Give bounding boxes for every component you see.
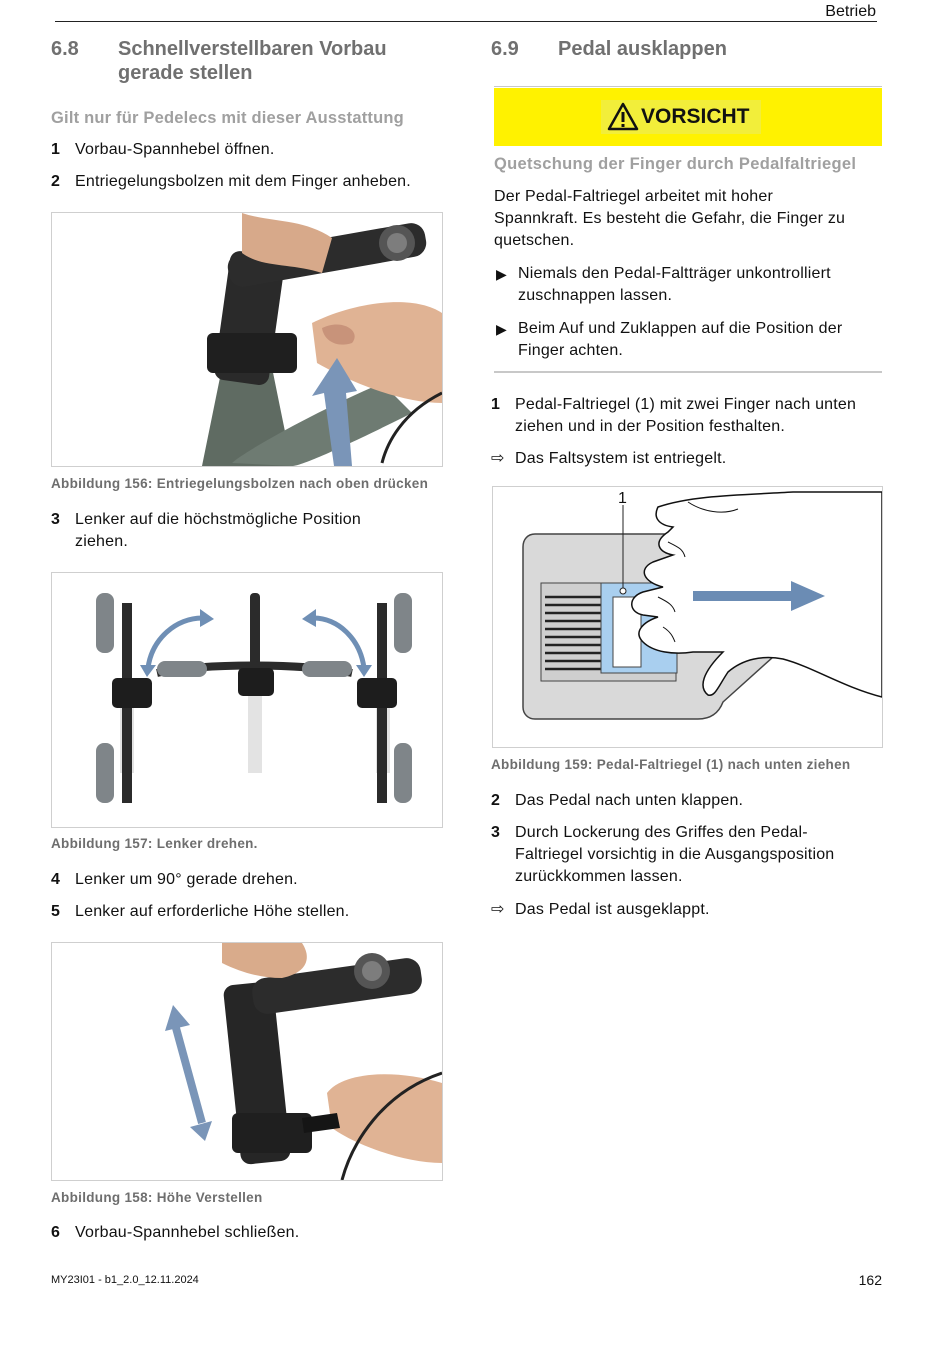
play-triangle-icon: ▶ bbox=[496, 266, 507, 282]
step-2 bbox=[51, 171, 451, 193]
pedal-latch-illustration bbox=[493, 487, 882, 747]
step-text: Vorbau-Spannhebel schließen. bbox=[75, 1224, 300, 1241]
warning-triangle-icon bbox=[607, 102, 639, 131]
figure-156-caption: Abbildung 156: Entriegelungsbolzen nach oben drücken bbox=[51, 476, 429, 491]
section-title-line2: gerade stellen bbox=[118, 62, 253, 84]
section-number-2: 6.9 bbox=[491, 38, 519, 60]
step-5 bbox=[51, 901, 451, 923]
hazard-title: Quetschung der Finger durch Pedalfaltriegel bbox=[494, 155, 857, 173]
step-text-line1: Durch Lockerung des Griffes den Pedal- bbox=[515, 824, 808, 841]
result-arrow-icon: ⇨ bbox=[491, 450, 505, 467]
step-number: 3 bbox=[491, 824, 501, 841]
figure-156-image bbox=[51, 212, 443, 467]
step-r3 bbox=[491, 822, 883, 888]
section-title-2: Pedal ausklappen bbox=[558, 38, 727, 60]
hazard-description-line: Spannkraft. Es besteht die Gefahr, die Finger zu bbox=[494, 210, 846, 227]
step-number: 3 bbox=[51, 511, 61, 528]
bullet-text-line: Beim Auf und Zuklappen auf die Position der bbox=[518, 320, 843, 337]
step-number: 2 bbox=[51, 173, 61, 190]
footer-doc-id: MY23I01 - b1_2.0_12.11.2024 bbox=[51, 1274, 199, 1286]
step-number: 4 bbox=[51, 871, 61, 888]
step-number: 2 bbox=[491, 792, 501, 809]
safety-bullet-2 bbox=[496, 318, 884, 362]
step-text: Das Pedal nach unten klappen. bbox=[515, 792, 744, 809]
step-text-line2: Faltriegel vorsichtig in die Ausgangsposition bbox=[515, 846, 835, 863]
step-text: Lenker um 90° gerade drehen. bbox=[75, 871, 298, 888]
header-rule bbox=[55, 21, 877, 22]
step-number: 1 bbox=[51, 141, 61, 158]
bullet-text-line: Finger achten. bbox=[518, 342, 624, 359]
step-r1 bbox=[491, 394, 883, 438]
figure-157-image bbox=[51, 572, 443, 828]
warning-band bbox=[494, 88, 882, 146]
section-title-line1: Schnellverstellbaren Vorbau bbox=[118, 38, 387, 60]
result-text: Das Pedal ist ausgeklappt. bbox=[515, 901, 710, 918]
handlebar-rotate-illustration bbox=[52, 573, 442, 827]
result-arrow-icon: ⇨ bbox=[491, 901, 505, 918]
warning-bottom-rule bbox=[494, 371, 882, 373]
result-2 bbox=[491, 899, 883, 921]
bullet-text-line: Niemals den Pedal-Faltträger unkontrolliert bbox=[518, 265, 831, 282]
step-text-line1: Pedal-Faltriegel (1) mit zwei Finger nach unten bbox=[515, 396, 857, 413]
step-text: Entriegelungsbolzen mit dem Finger anheben. bbox=[75, 173, 411, 190]
stem-release-illustration bbox=[52, 213, 442, 466]
hazard-description-line: Der Pedal-Faltriegel arbeitet mit hoher bbox=[494, 188, 774, 205]
step-3 bbox=[51, 509, 451, 553]
figure-159-caption: Abbildung 159: Pedal-Faltriegel (1) nach unten ziehen bbox=[491, 757, 851, 772]
page-number: 162 bbox=[858, 1272, 882, 1288]
play-triangle-icon: ▶ bbox=[496, 321, 507, 337]
step-number: 5 bbox=[51, 903, 61, 920]
hazard-description bbox=[494, 186, 884, 252]
step-text: Lenker auf erforderliche Höhe stellen. bbox=[75, 903, 350, 920]
header-section-title: Betrieb bbox=[825, 3, 876, 20]
bullet-text-line: zuschnappen lassen. bbox=[518, 287, 673, 304]
step-r2 bbox=[491, 790, 883, 812]
figure-157-caption: Abbildung 157: Lenker drehen. bbox=[51, 836, 258, 851]
height-adjust-illustration bbox=[52, 943, 442, 1180]
safety-bullet-1 bbox=[496, 263, 884, 307]
result-text: Das Faltsystem ist entriegelt. bbox=[515, 450, 727, 467]
figure-158-caption: Abbildung 158: Höhe Verstellen bbox=[51, 1190, 263, 1205]
step-text-line3: zurückkommen lassen. bbox=[515, 868, 683, 885]
warning-top-rule bbox=[494, 86, 882, 87]
warning-label: VORSICHT bbox=[641, 105, 750, 128]
applicability-note: Gilt nur für Pedelecs mit dieser Ausstattung bbox=[51, 109, 404, 127]
result-1 bbox=[491, 448, 883, 470]
step-number: 1 bbox=[491, 396, 501, 413]
step-text-line2: ziehen. bbox=[75, 533, 128, 550]
step-6 bbox=[51, 1222, 451, 1244]
callout-label-1: 1 bbox=[618, 490, 627, 507]
step-text: Vorbau-Spannhebel öffnen. bbox=[75, 141, 275, 158]
step-text-line2: ziehen und in der Position festhalten. bbox=[515, 418, 785, 435]
step-1 bbox=[51, 139, 451, 161]
step-4 bbox=[51, 869, 451, 891]
figure-158-image bbox=[51, 942, 443, 1181]
step-number: 6 bbox=[51, 1224, 61, 1241]
hazard-description-line: quetschen. bbox=[494, 232, 575, 249]
figure-159-image bbox=[492, 486, 883, 748]
step-text-line1: Lenker auf die höchstmögliche Position bbox=[75, 511, 361, 528]
warning-label-box bbox=[601, 100, 761, 134]
section-number: 6.8 bbox=[51, 38, 79, 60]
